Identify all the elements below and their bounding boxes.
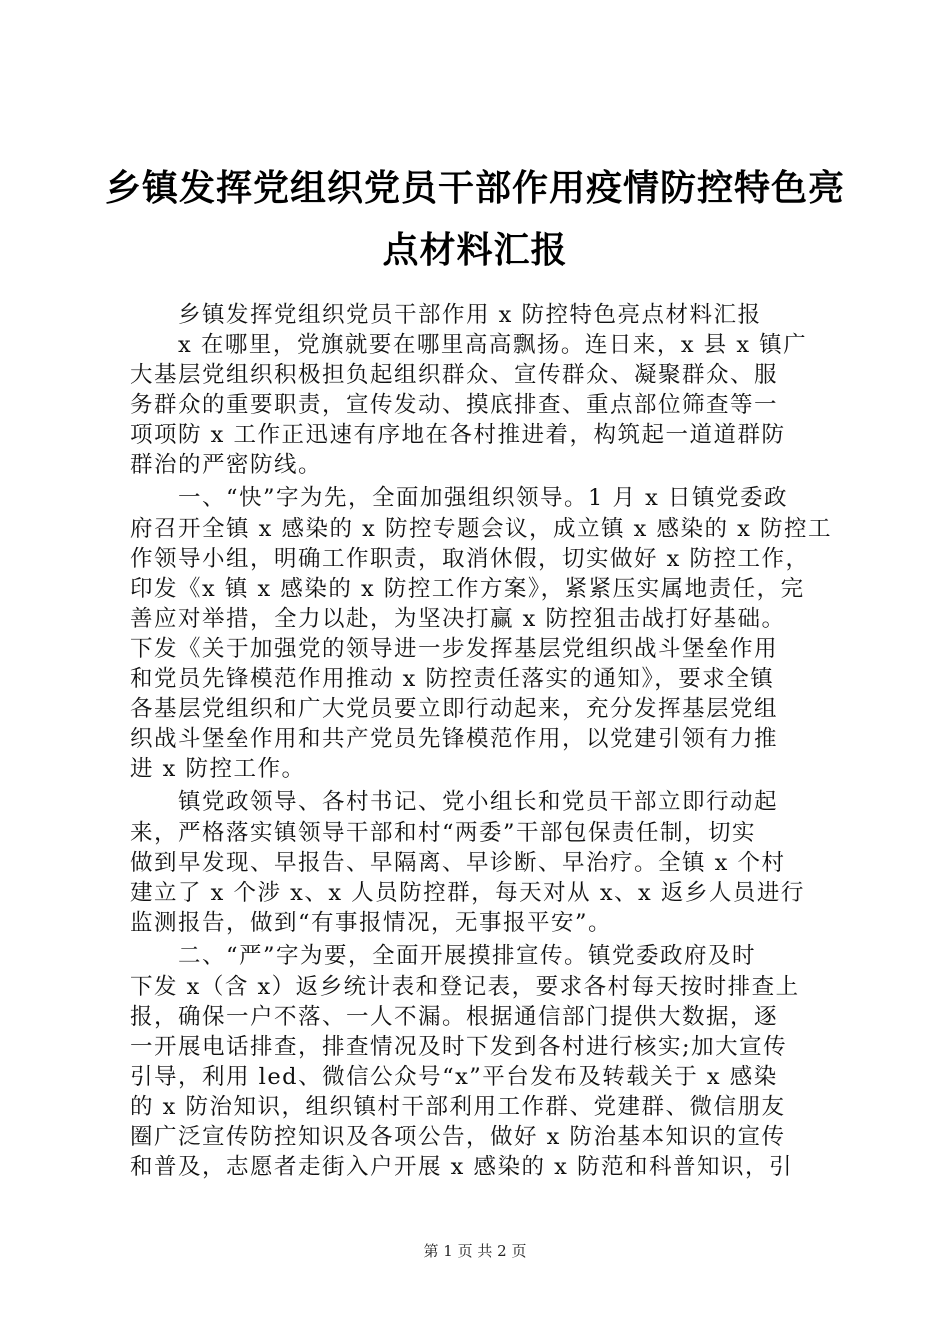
body-line: 建立了 x 个涉 x、x 人员防控群，每天对从 x、x 返乡人员进行	[130, 880, 805, 906]
body-line: 务群众的重要职责，宣传发动、摸底排查、重点部位筛查等一	[130, 392, 779, 418]
section-heading-line: 一、“快”字为先，全面加强组织领导。1 月 x 日镇党委政	[178, 485, 788, 511]
body-line: 的 x 防治知识，组织镇村干部利用工作群、党建群、微信朋友	[130, 1094, 786, 1120]
body-line: 大基层党组织积极担负起组织群众、宣传群众、凝聚群众、服	[130, 362, 779, 388]
page-number-footer: 第 1 页 共 2 页	[423, 1242, 527, 1260]
body-line: 项项防 x 工作正迅速有序地在各村推进着，构筑起一道道群防	[130, 422, 786, 448]
body-line: 监测报告，做到“有事报情况，无事报平安”。	[130, 910, 613, 936]
body-line: 镇党政领导、各村书记、党小组长和党员干部立即行动起	[178, 789, 779, 815]
body-line: 善应对举措，全力以赴，为坚决打赢 x 防控狙击战打好基础。	[130, 606, 786, 632]
body-line: 做到早发现、早报告、早隔离、早诊断、早治疗。全镇 x 个村	[130, 850, 786, 876]
body-line: 进 x 防控工作。	[130, 756, 306, 782]
body-line: 群治的严密防线。	[130, 452, 323, 478]
body-line: 下发《关于加强党的领导进一步发挥基层党组织战斗堡垒作用	[130, 636, 779, 662]
body-line: 圈广泛宣传防控知识及各项公告，做好 x 防治基本知识的宣传	[130, 1124, 786, 1150]
body-line: 一开展电话排查，排查情况及时下发到各村进行核实;加大宣传	[130, 1034, 788, 1060]
subtitle-line: 乡镇发挥党组织党员干部作用 x 防控特色亮点材料汇报	[178, 302, 762, 328]
body-line: 各基层党组织和广大党员要立即行动起来，充分发挥基层党组	[130, 696, 779, 722]
document-title-line-2: 点材料汇报	[382, 230, 568, 271]
body-line: 作领导小组，明确工作职责，取消休假，切实做好 x 防控工作，	[130, 546, 810, 572]
body-line: 报，确保一户不落、一人不漏。根据通信部门提供大数据，逐	[130, 1004, 779, 1030]
body-line: x 在哪里，党旗就要在哪里高高飘扬。连日来，x 县 x 镇广	[178, 332, 808, 358]
body-line: 印发《x 镇 x 感染的 x 防控工作方案》，紧紧压实属地责任，完	[130, 576, 805, 602]
document-title-line-1: 乡镇发挥党组织党员干部作用疫情防控特色亮	[104, 168, 845, 209]
body-line: 和党员先锋模范作用推动 x 防控责任落实的通知》，要求全镇	[130, 666, 775, 692]
body-line: 织战斗堡垒作用和共产党员先锋模范作用，以党建引领有力推	[130, 726, 779, 752]
body-line: 引导，利用 led、微信公众号“x”平台发布及转载关于 x 感染	[130, 1064, 778, 1090]
body-line: 下发 x（含 x）返乡统计表和登记表，要求各村每天按时排查上	[130, 974, 800, 1000]
body-line: 府召开全镇 x 感染的 x 防控专题会议，成立镇 x 感染的 x 防控工	[130, 516, 832, 542]
section-heading-line: 二、“严”字为要，全面开展摸排宣传。镇党委政府及时	[178, 943, 757, 969]
body-line: 来，严格落实镇领导干部和村“两委”干部包保责任制，切实	[130, 820, 757, 846]
body-line: 和普及，志愿者走街入户开展 x 感染的 x 防范和科普知识，引	[130, 1154, 793, 1180]
